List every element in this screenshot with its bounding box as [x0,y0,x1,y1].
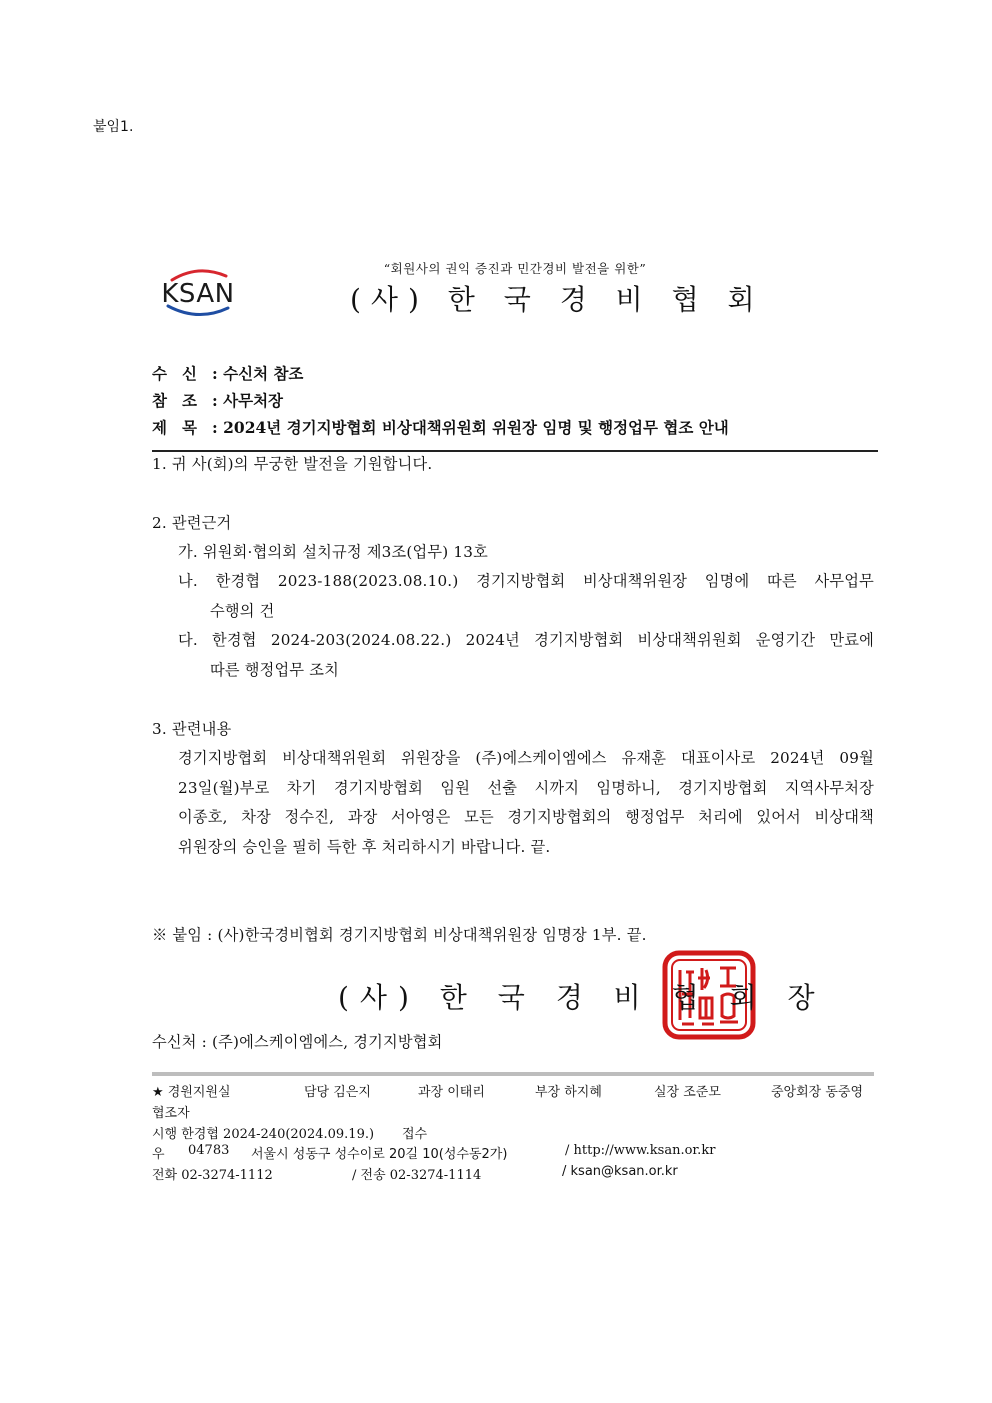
motto: “회원사의 권익 증진과 민간경비 발전을 위한” [383,261,647,276]
cooperator: 협조자 [152,1106,190,1121]
paragraph-1: 1. 귀 사(회)의 무궁한 발전을 기원합니다. [152,455,433,473]
approval-drafter: ★ 경원지원실 [152,1085,231,1100]
subject-divider [152,450,878,452]
subject-key-2: 목 [182,418,197,437]
recipient-value: 수신처 참조 [223,364,304,383]
postal-code: 04783 [188,1143,230,1158]
ksan-logo [152,262,244,322]
reference-line: 참 조 : 사무처장 [152,391,284,410]
org-title: (사) 한 국 경 비 협 회 [350,283,765,316]
content-line-3: 이종호, 차장 정수진, 과장 서아영은 모든 경기지방협회의 행정업무 처리에 있어서 비상대책 [178,808,874,826]
content-line-2: 23일(월)부로 차기 경기지방협회 임원 선출 시까지 임명하니, 경기지방협회 지역사무처장 [178,779,874,797]
content-line-1: 경기지방협회 비상대책위원회 위원장을 (주)에스케이엠에스 유재훈 대표이사로 2024년 09월 [178,749,874,767]
subject-value: 2024년 경기지방협회 비상대책위원회 위원장 임명 및 행정업무 협조 안내 [223,418,729,437]
content-line-4: 위원장의 승인을 필히 득한 후 처리하시기 바랍니다. 끝. [178,838,551,856]
footer-divider [152,1072,874,1076]
logo-text: KSAN [161,279,235,309]
subject-line: 제 목 : 2024년 경기지방협회 비상대책위원회 위원장 임명 및 행정업무 협조 안내 [152,418,729,437]
basis-item-b-line2: 수행의 건 [210,602,275,620]
recipients-line: 수신처 : (주)에스케이엠에스, 경기지방협회 [152,1033,443,1051]
email[interactable]: / ksan@ksan.or.kr [562,1164,678,1179]
basis-item-c-line2: 따른 행정업무 조치 [210,661,340,679]
fax: / 전송 02-3274-1114 [352,1168,482,1183]
attachment-note: ※ 붙임 : (사)한국경비협회 경기지방협회 비상대책위원장 임명장 1부. 끝. [152,926,647,944]
subject-key-1: 제 [152,418,167,437]
attachment-label: 붙임1. [93,119,134,135]
recipient-key-2: 신 [182,364,197,383]
address-prefix: 우 [152,1147,165,1162]
basis-item-a: 가. 위원회·협의회 설치규정 제3조(업무) 13호 [178,543,488,561]
enforcement: 시행 한경협 2024-240(2024.09.19.) [152,1127,375,1142]
approval-director: 실장 조준모 [654,1085,721,1100]
receipt: 접수 [402,1127,428,1142]
phone: 전화 02-3274-1112 [152,1168,273,1183]
recipient-key-1: 수 [152,364,167,383]
approval-section-chief: 과장 이태리 [418,1085,485,1100]
content-title: 3. 관련내용 [152,720,232,738]
reference-value: 사무처장 [223,391,284,410]
reference-key-1: 참 [152,391,167,410]
footer-org-name: (사) 한 국 경 비 협 회 장 [338,981,826,1014]
basis-item-b-line1: 나. 한경협 2023-188(2023.08.10.) 경기지방협회 비상대책위원장 임명에 따른 사무업무 [178,572,874,590]
approval-president: 중앙회장 동중영 [771,1085,864,1100]
recipient-line: 수 신 : 수신처 참조 [152,364,304,383]
basis-item-c [178,629,874,650]
reference-key-2: 조 [182,391,197,410]
address: 서울시 성동구 성수이로 20길 10(성수동2가) [251,1147,508,1162]
basis-item-c-line1: 다. 한경협 2024-203(2024.08.22.) 2024년 경기지방협회 비상대책위원회 운영기간 만료에 [178,631,874,649]
website[interactable]: / http://www.ksan.or.kr [565,1143,716,1158]
basis-item-b [178,570,874,591]
basis-title: 2. 관련근거 [152,514,232,532]
approval-deputy: 부장 하지혜 [535,1085,602,1100]
approval-manager: 담당 김은지 [304,1085,371,1100]
